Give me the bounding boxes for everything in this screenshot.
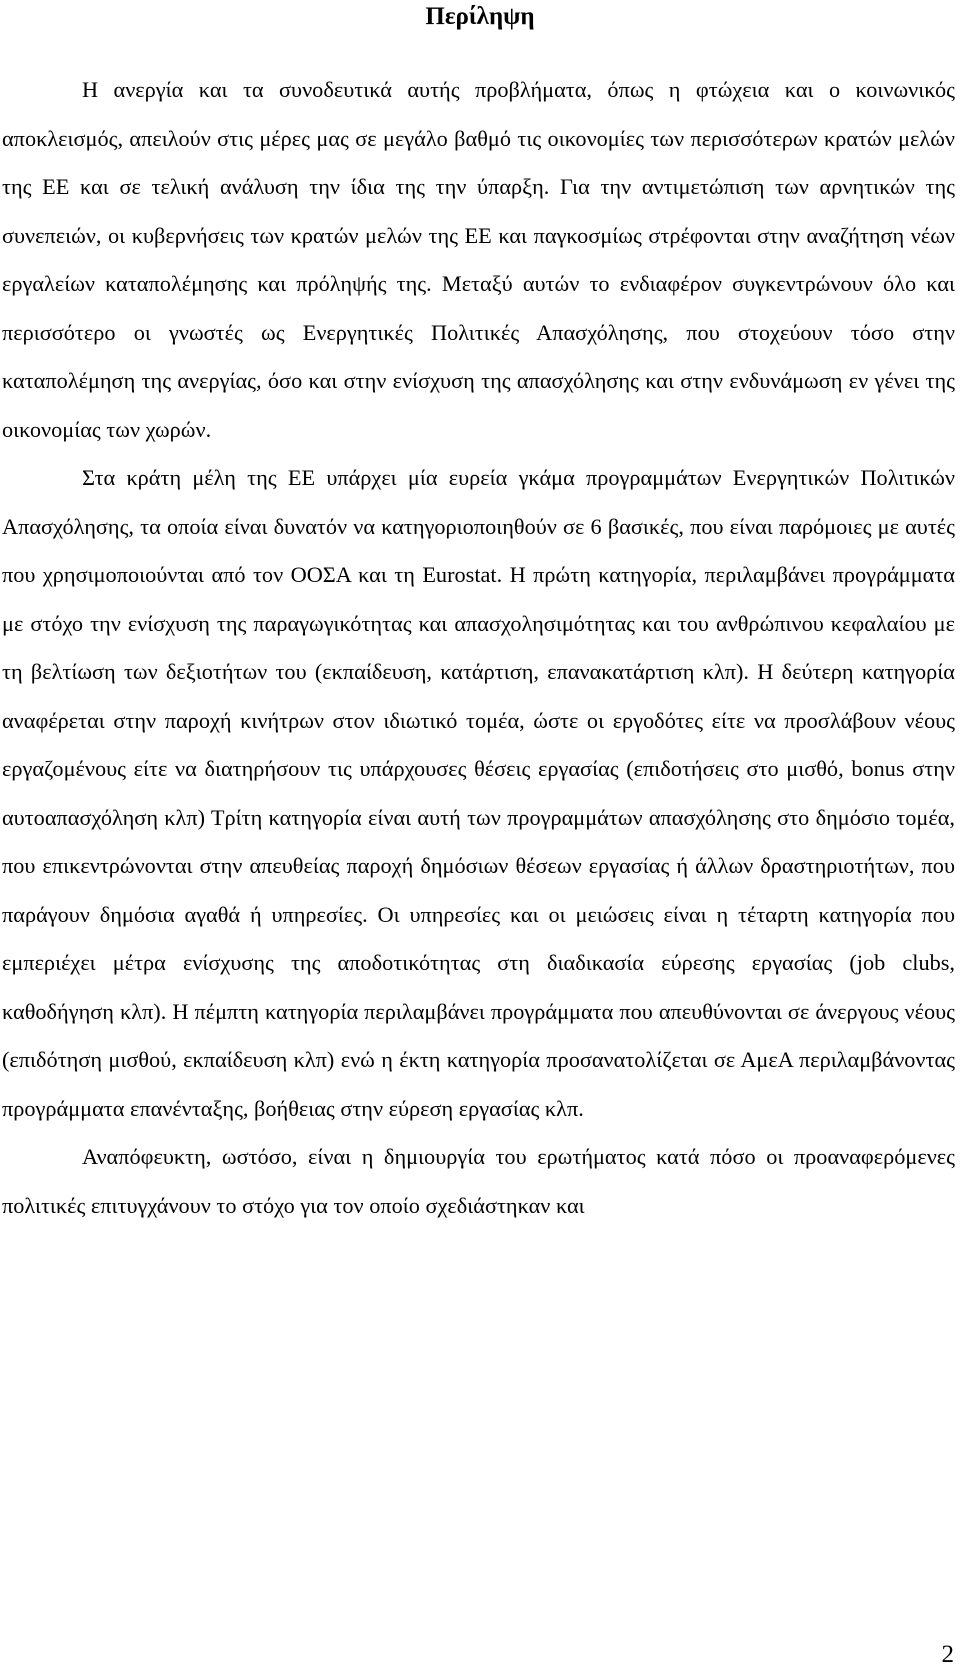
paragraph-policy-categories: Στα κράτη μέλη της ΕΕ υπάρχει μία ευρεία γκάμα προγραμμάτων Ενεργητικών Πολιτικών Απασχόλησης, τα οποία είναι δυνατόν να κατηγοριοποιηθούν σε 6 βασικές, που είναι παρόμοιες με αυτές που χρησιμοποιούνται από τον ΟΟΣΑ και τη Eurostat. Η πρώτη κατηγορία, περιλαμβάνει προγράμματα με στόχο την ενίσχυση της παραγωγικότητας και απασχολησιμότητας και του ανθρώπινου κεφαλαίου με τη βελτίωση των δεξιοτήτων του (εκπαίδευση, κατάρτιση, επανακατάρτιση κλπ). Η δεύτερη κατηγορία αναφέρεται στην παροχή κινήτρων στον ιδιωτικό τομέα, ώστε οι εργοδότες είτε να προσλάβουν νέους εργαζομένους είτε να διατηρήσουν τις υπάρχουσες θέσεις εργασίας (επιδοτήσεις στο μισθό, bonus στην αυτοαπασχόληση κλπ) Τρίτη κατηγορία είναι αυτή των προγραμμάτων απασχόλησης στο δημόσιο τομέα, που επικεντρώνονται στην απευθείας παροχή δημόσιων θέσεων εργασίας ή άλλων δραστηριοτήτων, που παράγουν δημόσια αγαθά ή υπηρεσίες. Οι υπηρεσίες και οι μειώσεις είναι η τέταρτη κατηγορία που εμπεριέχει μέτρα ενίσχυσης της αποδοτικότητας στη διαδικασία εύρεσης εργασίας (job clubs, καθοδήγηση κλπ). Η πέμπτη κατηγορία περιλαμβάνει προγράμματα που απευθύνονται σε άνεργους νέους (επιδότηση μισθού, εκπαίδευση κλπ) ενώ η έκτη κατηγορία προσανατολίζεται σε ΑμεΑ περιλαμβάνοντας προγράμματα επανένταξης, βοήθειας στην εύρεση εργασίας κλπ. <box>2 465 955 1121</box>
paragraph-effectiveness-question: Αναπόφευκτη, ωστόσο, είναι η δημιουργία του ερωτήματος κατά πόσο οι προαναφερόμενες πολιτικές επιτυγχάνουν το στόχο για τον οποίο σχεδιάστηκαν και <box>2 1144 955 1218</box>
document-body <box>2 66 955 1230</box>
page-number: 2 <box>941 1641 954 1668</box>
page-title: Περίληψη <box>425 3 535 30</box>
paragraph-unemployment-intro: Η ανεργία και τα συνοδευτικά αυτής προβλήματα, όπως η φτώχεια και ο κοινωνικός αποκλεισμός, απειλούν στις μέρες μας σε μεγάλο βαθμό τις οικονομίες των περισσότερων κρατών μελών της ΕΕ και σε τελική ανάλυση την ίδια της την ύπαρξη. Για την αντιμετώπιση των αρνητικών της συνεπειών, οι κυβερνήσεις των κρατών μελών της ΕΕ και παγκοσμίως στρέφονται στην αναζήτηση νέων εργαλείων καταπολέμησης και πρόληψής της. Μεταξύ αυτών το ενδιαφέρον συγκεντρώνουν όλο και περισσότερο οι γνωστές ως Ενεργητικές Πολιτικές Απασχόλησης, που στοχεύουν τόσο στην καταπολέμηση της ανεργίας, όσο και στην ενίσχυση της απασχόλησης και στην ενδυνάμωση εν γένει της οικονομίας των χωρών. <box>2 77 955 442</box>
